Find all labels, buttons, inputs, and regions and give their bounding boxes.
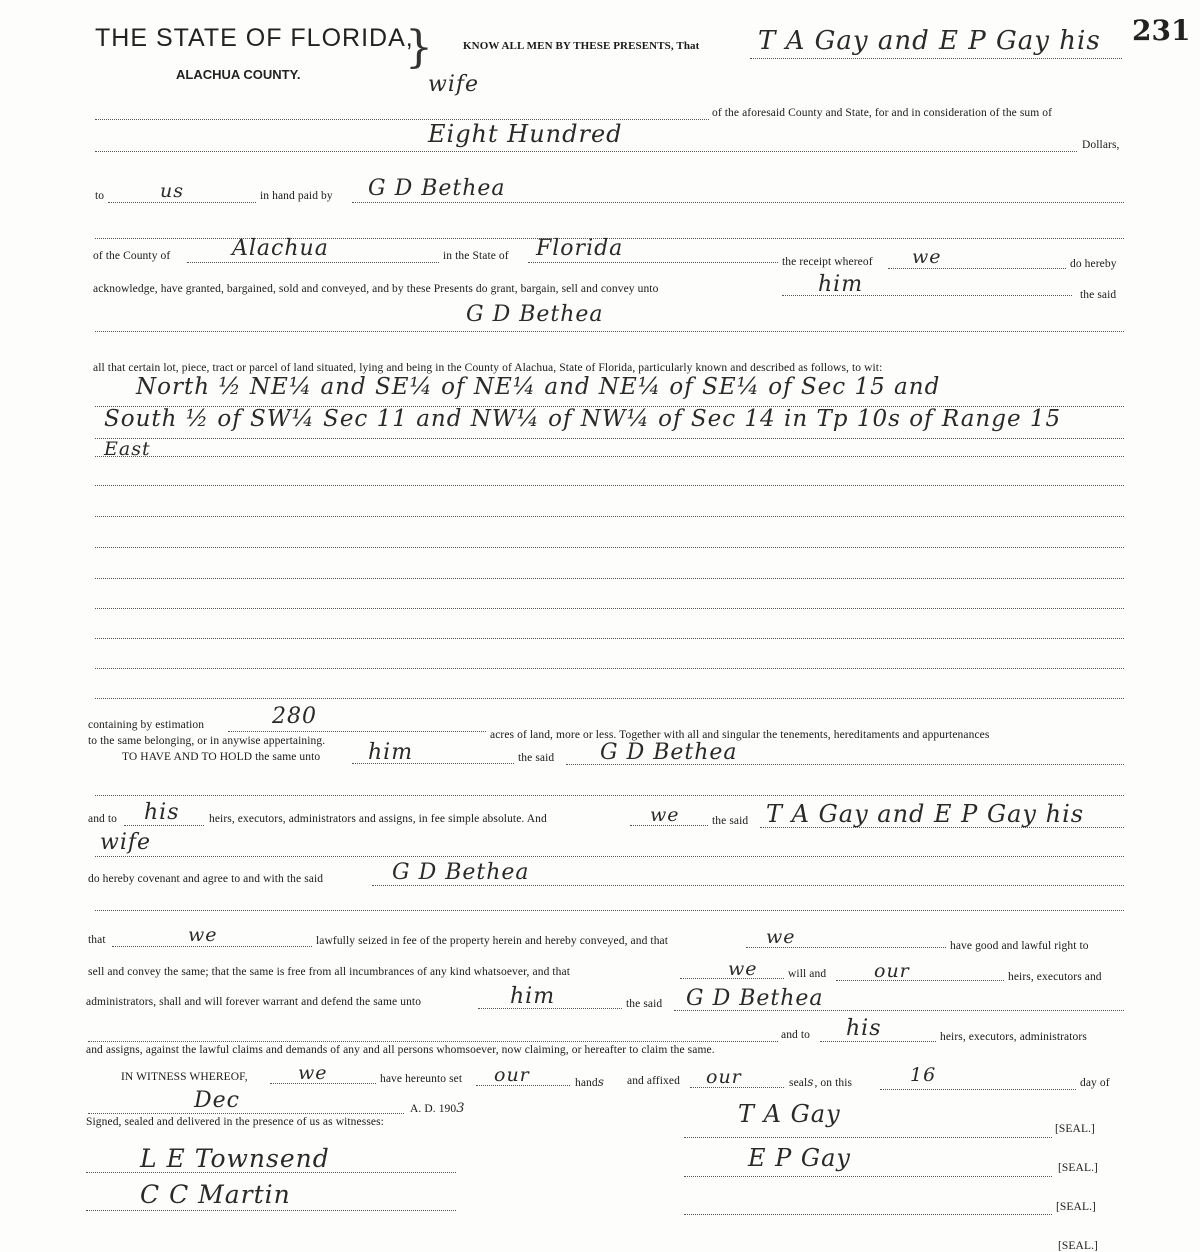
paid-by-line — [352, 202, 1124, 203]
land-description-3: East — [104, 438, 151, 460]
claims-text: and assigns, against the lawful claims and demands of any and all persons whomsoever, now claiming, or hereafter to claim the same. — [86, 1044, 715, 1056]
warrant-unto-value: him — [510, 984, 556, 1009]
land-line — [95, 608, 1124, 609]
receipt-line — [888, 268, 1066, 269]
seal-word: seal — [789, 1077, 808, 1089]
state-label: in the State of — [443, 250, 509, 262]
seal-label — [789, 1075, 852, 1089]
land-description-2: South ½ of SW¼ Sec 11 and NW¼ of NW¼ of Sec 14 in Tp 10s of Range 15 — [104, 406, 1062, 432]
state-line — [528, 262, 778, 263]
habendum-grantee: G D Bethea — [600, 740, 738, 765]
habendum-label: TO HAVE AND TO HOLD the same unto — [122, 751, 321, 763]
covenant-line — [372, 885, 1124, 886]
covenant-label: do hereby covenant and agree to and with the said — [88, 873, 324, 885]
blank-line — [88, 1041, 778, 1042]
blank-line — [95, 795, 1124, 796]
acres-label: containing by estimation — [88, 719, 205, 731]
land-description-1: North ½ NE¼ and SE¼ of NE¼ and NE¼ of SE¼ of Sec 15 and — [136, 374, 941, 400]
grantor-names: T A Gay and E P Gay his — [758, 26, 1101, 56]
amount-line — [95, 151, 1077, 152]
habendum-unto-value: him — [368, 740, 414, 765]
land-line — [95, 698, 1124, 699]
covenant-grantee: G D Bethea — [392, 860, 530, 885]
his-value: his — [144, 800, 180, 825]
that-label: that — [88, 934, 106, 946]
land-line — [95, 516, 1124, 517]
that-line — [112, 946, 312, 947]
that-value: we — [188, 924, 218, 946]
county-heading: ALACHUA COUNTY. — [176, 67, 301, 82]
sell-we-value: we — [728, 958, 758, 980]
witness-our2-value: our — [706, 1066, 742, 1088]
signer-1-line — [684, 1137, 1052, 1138]
seized-text: lawfully seized in fee of the property herein and hereby conveyed, and that — [316, 935, 669, 947]
hand-suffix: s — [597, 1075, 605, 1089]
county-line — [187, 262, 439, 263]
habendum-the-said: the said — [518, 752, 555, 764]
paid-by-value: G D Bethea — [368, 176, 506, 201]
heirs-text: heirs, executors, administrators and assigns, in fee simple absolute. And — [209, 813, 547, 825]
our-line — [836, 980, 1004, 981]
convey-grantee: G D Bethea — [466, 302, 604, 327]
hand-word: hand — [575, 1077, 598, 1089]
day-of-label: day of — [1080, 1077, 1110, 1089]
seal-2: [SEAL.] — [1058, 1162, 1098, 1174]
county-value: Alachua — [232, 236, 329, 261]
witness-2-line — [86, 1210, 456, 1211]
land-line — [95, 638, 1124, 639]
acres-line — [228, 731, 486, 732]
on-this-label: , on this — [814, 1077, 853, 1089]
ad-text: A. D. 190 — [410, 1103, 457, 1115]
heirs-grantors: T A Gay and E P Gay his — [766, 800, 1085, 828]
land-line — [95, 485, 1124, 486]
seal-3: [SEAL.] — [1056, 1201, 1096, 1213]
warrant-the-said: the said — [626, 998, 663, 1010]
blank-line — [95, 856, 1124, 857]
land-line — [95, 547, 1124, 548]
signed-text: Signed, sealed and delivered in the presence of us as witnesses: — [86, 1116, 384, 1128]
receipt-value: we — [912, 246, 942, 268]
seal-1: [SEAL.] — [1055, 1123, 1095, 1135]
his-2-value: his — [846, 1016, 882, 1041]
day-line — [880, 1089, 1076, 1090]
signer-2: E P Gay — [748, 1144, 851, 1172]
land-intro: all that certain lot, piece, tract or parcel of land situated, lying and being in the County of Alachua, State of Florida, particularly known and described as follows, to wit: — [93, 362, 883, 374]
his-2-line — [820, 1041, 936, 1042]
hand-label — [575, 1075, 605, 1089]
receipt-label: the receipt whereof — [782, 256, 873, 268]
state-title: THE STATE OF FLORIDA, — [95, 24, 414, 52]
affixed-label: and affixed — [627, 1075, 680, 1087]
witness-1-line — [86, 1172, 456, 1173]
header-brace: } — [405, 22, 433, 73]
will-and-label: will and — [788, 968, 827, 980]
witness-we-value: we — [298, 1062, 328, 1084]
witness-our-value: our — [494, 1064, 530, 1086]
we-value: we — [650, 804, 680, 826]
land-line — [95, 578, 1124, 579]
and-to-2-label: and to — [781, 1029, 811, 1041]
convey-the-said: the said — [1080, 289, 1117, 301]
blank-line — [95, 910, 1124, 911]
warrant-text: administrators, shall and will forever warrant and defend the same unto — [86, 996, 422, 1008]
to-line — [108, 202, 256, 203]
and-that-value: we — [766, 926, 796, 948]
state-value: Florida — [536, 236, 624, 261]
heirs-the-said: the said — [712, 815, 749, 827]
acres-line2: to the same belonging, or in anywise appertaining. — [88, 735, 326, 747]
grantee-line — [95, 331, 1124, 332]
page-number: 231 — [1132, 14, 1191, 47]
have-set-label: have hereunto set — [380, 1073, 463, 1085]
grantor-line — [750, 58, 1122, 59]
witness-label: IN WITNESS WHEREOF, — [121, 1071, 248, 1083]
ad-label — [410, 1101, 466, 1116]
aforesaid-text: of the aforesaid County and State, for and in consideration of the sum of — [712, 107, 1053, 119]
to-label: to — [95, 190, 105, 202]
signer-1: T A Gay — [738, 1100, 841, 1128]
his-line — [124, 825, 204, 826]
land-line — [95, 668, 1124, 669]
and-to-2-rest: heirs, executors, administrators — [940, 1031, 1087, 1043]
acres-value: 280 — [272, 704, 317, 729]
land-line — [95, 438, 1124, 439]
and-to-label: and to — [88, 813, 118, 825]
year-digit: 3 — [456, 1101, 466, 1116]
seal-4-cut: [SEAL.] — [1058, 1240, 1098, 1252]
land-line — [95, 456, 1124, 457]
grantor-names-cont: wife — [428, 72, 480, 97]
in-hand-label: in hand paid by — [260, 190, 333, 202]
heirs-grantors-cont: wife — [100, 830, 152, 855]
convey-unto-value: him — [818, 272, 864, 297]
signer-3-line — [684, 1214, 1052, 1215]
witness-2: C C Martin — [140, 1180, 291, 1209]
have-good-label: have good and lawful right to — [950, 940, 1089, 952]
day-value: 16 — [910, 1064, 937, 1086]
convey-text: acknowledge, have granted, bargained, sold and conveyed, and by these Presents do grant, bargain, sell and convey unto — [93, 283, 659, 295]
month-value: Dec — [194, 1088, 240, 1113]
amount-value: Eight Hundred — [428, 120, 623, 148]
dollars-label: Dollars, — [1082, 139, 1120, 151]
signer-2-line — [684, 1176, 1052, 1177]
seal-suffix: s — [807, 1075, 815, 1089]
heirs-exec-label: heirs, executors and — [1008, 971, 1102, 983]
do-hereby-label: do hereby — [1070, 258, 1117, 270]
county-label: of the County of — [93, 250, 171, 262]
witness-1: L E Townsend — [140, 1144, 330, 1173]
our-value: our — [874, 960, 910, 982]
to-value: us — [160, 180, 184, 202]
month-line — [88, 1113, 404, 1114]
sell-text: sell and convey the same; that the same is free from all incumbrances of any kind whatsoever, and that — [88, 966, 571, 978]
know-all-heading: KNOW ALL MEN BY THESE PRESENTS, That — [463, 40, 700, 52]
warrant-grantee: G D Bethea — [686, 986, 824, 1011]
acres-rest: acres of land, more or less. Together with all and singular the tenements, hereditaments and appurtenances — [490, 729, 990, 741]
